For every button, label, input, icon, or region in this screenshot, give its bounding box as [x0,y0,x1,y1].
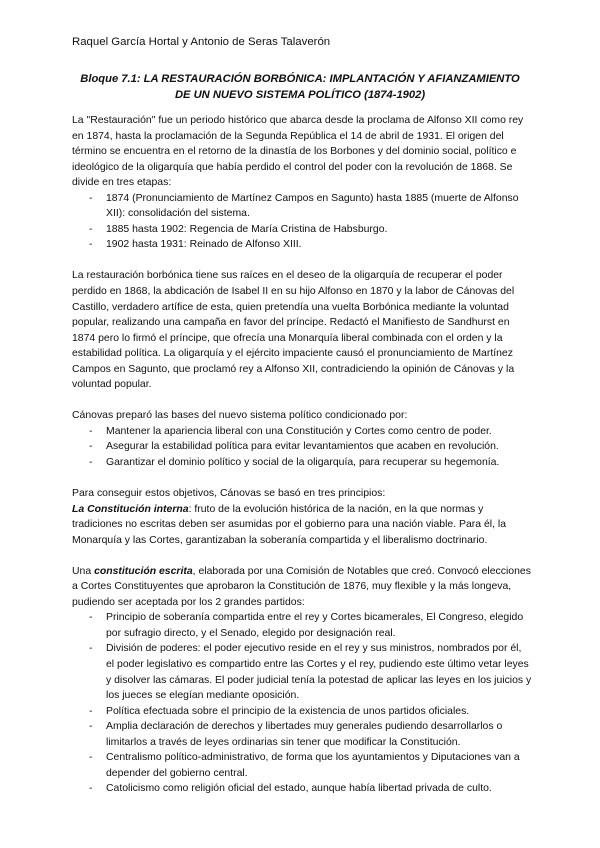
document-title [72,72,528,103]
internal-constitution-term: La Constitución interna [72,503,189,515]
internal-constitution-text: : fruto de la evolución histórica de la nación, en la que normas y tradiciones no escritas deben ser asumidas por el gobierno para una nación viable. Para él, la Monarquía y las Cortes, garantizaban la soberanía compartida y el liberalismo doctrinario. [72,503,506,546]
stages-list [72,191,532,253]
title-line-1: Bloque 7.1: LA RESTAURACIÓN BORBÓNICA: IMPLANTACIÓN Y AFIANZAMIENTO [80,73,520,85]
bases-item: - Garantizar el dominio político y social de la oligarquía, para recuperar su hegemonía. [72,455,532,471]
written-constitution-prefix: Una [72,565,95,577]
constitution-features-list [72,610,532,797]
bases-item: - Asegurar la estabilidad política para evitar levantamientos que acaben en revolución. [72,439,532,455]
constitution-feature-item: - Amplia declaración de derechos y libertades muy generales pudiendo desarrollarlos o limitarlos a través de leyes ordinarias sin tener que modificar la Constitución. [72,719,532,750]
internal-constitution-paragraph [72,502,532,549]
stage-item: - 1902 hasta 1931: Reinado de Alfonso XIII. [72,237,532,253]
constitution-feature-item: - Política efectuada sobre el principio de la existencia de unos partidos oficiales. [72,704,532,720]
principles-intro: Para conseguir estos objetivos, Cánovas se basó en tres principios: [72,487,386,499]
constitution-feature-item: - Principio de soberanía compartida entre el rey y Cortes bicamerales, El Congreso, elegido por sufragio directo, y el Senado, elegido por designación real. [72,610,532,641]
intro-paragraph: La "Restauración" fue un periodo histórico que abarca desde la proclama de Alfonso XII como rey en 1874, hasta la proclamación de la Segunda República el 14 de abril de 1931. El origen del término se encuentra en el retorno de la dinastía de los Borbones y del dominio social, político e ideológico de la oligarquía que había perdido el control del poder con la revolución de 1868. Se divide en tres etapas: [72,115,524,189]
constitution-feature-item: - División de poderes: el poder ejecutivo reside en el rey y sus ministros, nombrados por él, el poder legislativo es compartido entre las Cortes y el rey, pudiendo este último vetar leyes y disolver las cámaras. El poder judicial tenía la potestad de aplicar las leyes en los juicios y los jueces se elegían mediante oposición. [72,641,532,703]
stage-item: - 1874 (Pronunciamiento de Martínez Campos en Sagunto) hasta 1885 (muerte de Alfonso XII): consolidación del sistema. [72,191,532,222]
bases-list [72,424,532,471]
constitution-feature-item: - Catolicismo como religión oficial del estado, aunque había libertad privada de culto. [72,781,532,797]
written-constitution-text: , elaborada por una Comisión de Notables que creó. Convocó elecciones a Cortes Constituyentes que aprobaron la Constitución de 1876, muy flexible y la más longeva, pudiendo ser aceptada por los 2 grandes partidos: [72,565,531,608]
bases-item: - Mantener la apariencia liberal con una Constitución y Cortes como centro de poder. [72,424,532,440]
title-line-2: DE UN NUEVO SISTEMA POLÍTICO (1874-1902) [174,88,426,101]
origins-paragraph: La restauración borbónica tiene sus raíces en el deseo de la oligarquía de recuperar el poder perdido en 1868, la abdicación de Isabel II en su hijo Alfonso en 1870 y la labor de Cánovas del Castillo, verdadero artífice de esta, quien pretendía una vuelta Borbónica mediante la voluntad popular, realizando una campaña en favor del príncipe. Redactó el Manifiesto de Sandhurst en 1874 pero lo firmó el príncipe, que ofrecía una Monarquía liberal combinada con el orden y la estabilidad política. La oligarquía y el ejército impaciente causó el pronunciamiento de Martínez Campos en Sagunto, que proclamó rey a Alfonso XII, contradiciendo la opinión de Cánovas y la voluntad popular. [72,270,515,391]
written-constitution-paragraph [72,564,532,611]
document-body [72,113,532,797]
bases-intro: Cánovas preparó las bases del nuevo sistema político condicionado por: [72,410,408,422]
stage-item: - 1885 hasta 1902: Regencia de María Cristina de Habsburgo. [72,222,532,238]
constitution-feature-item: - Centralismo político-administrativo, de forma que los ayuntamientos y Diputaciones van a depender del gobierno central. [72,750,532,781]
written-constitution-term: constitución escrita [94,565,193,577]
page-header-authors: Raquel García Hortal y Antonio de Seras Talaverón [72,36,331,48]
